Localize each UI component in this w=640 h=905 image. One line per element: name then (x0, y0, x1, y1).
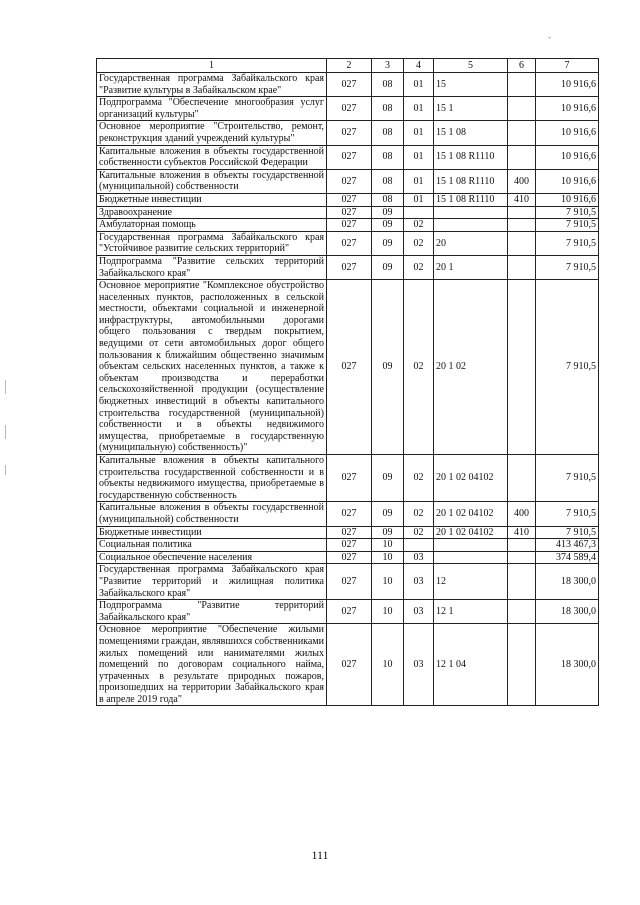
page-number: 111 (311, 848, 329, 862)
row-c3-cell: 09 (372, 219, 404, 232)
row-c7-cell: 10 916,6 (536, 73, 599, 97)
row-c2-cell: 027 (327, 551, 372, 564)
row-name-cell: Здравоохранение (97, 206, 327, 219)
row-c4-cell: 03 (404, 564, 434, 600)
row-c7-cell: 7 910,5 (536, 231, 599, 255)
row-c6-cell (508, 121, 536, 145)
row-c7-cell: 7 910,5 (536, 280, 599, 455)
row-c4-cell: 02 (404, 219, 434, 232)
table-header-row (97, 59, 599, 73)
row-c4-cell: 01 (404, 97, 434, 121)
row-c6-cell: 400 (508, 502, 536, 526)
row-c5-cell: 20 (434, 231, 508, 255)
table-row (97, 206, 599, 219)
row-c2-cell: 027 (327, 280, 372, 455)
table-row (97, 97, 599, 121)
row-c5-cell: 12 1 04 (434, 624, 508, 706)
table-row (97, 280, 599, 455)
table-row (97, 219, 599, 232)
table-row (97, 193, 599, 206)
row-c3-cell: 10 (372, 564, 404, 600)
row-c6-cell (508, 97, 536, 121)
row-c3-cell: 09 (372, 255, 404, 279)
row-c7-cell: 7 910,5 (536, 526, 599, 539)
row-c4-cell: 03 (404, 624, 434, 706)
table-row (97, 145, 599, 169)
row-name-cell: Капитальные вложения в объекты государственной (муниципальной) собственности (97, 502, 327, 526)
row-c4-cell: 01 (404, 145, 434, 169)
row-c2-cell: 027 (327, 206, 372, 219)
header-col-3: 3 (372, 59, 404, 73)
row-c2-cell: 027 (327, 97, 372, 121)
row-c2-cell: 027 (327, 624, 372, 706)
row-name-cell: Основное мероприятие "Строительство, ремонт, реконструкция зданий учреждений культуры" (97, 121, 327, 145)
row-c5-cell (434, 206, 508, 219)
header-col-5: 5 (434, 59, 508, 73)
table-row (97, 551, 599, 564)
row-c7-cell: 10 916,6 (536, 193, 599, 206)
table-row (97, 539, 599, 552)
table-row (97, 255, 599, 279)
margin-mark (5, 465, 6, 475)
row-c6-cell (508, 206, 536, 219)
header-col-6: 6 (508, 59, 536, 73)
row-name-cell: Подпрограмма "Обеспечение многообразия услуг организаций культуры" (97, 97, 327, 121)
row-c4-cell: 01 (404, 121, 434, 145)
scan-speck: - (548, 32, 551, 42)
row-c7-cell: 10 916,6 (536, 169, 599, 193)
row-c2-cell: 027 (327, 193, 372, 206)
row-c2-cell: 027 (327, 455, 372, 502)
row-c5-cell (434, 539, 508, 552)
row-name-cell: Капитальные вложения в объекты государственной (муниципальной) собственности (97, 169, 327, 193)
row-c5-cell: 15 1 08 R1110 (434, 169, 508, 193)
row-c7-cell: 18 300,0 (536, 624, 599, 706)
row-c3-cell: 10 (372, 539, 404, 552)
row-c2-cell: 027 (327, 169, 372, 193)
row-c2-cell: 027 (327, 526, 372, 539)
row-c3-cell: 10 (372, 600, 404, 624)
row-c5-cell (434, 551, 508, 564)
table-row (97, 169, 599, 193)
row-c3-cell: 09 (372, 455, 404, 502)
row-c2-cell: 027 (327, 539, 372, 552)
row-name-cell: Социальная политика (97, 539, 327, 552)
row-c4-cell: 02 (404, 526, 434, 539)
row-c7-cell: 7 910,5 (536, 219, 599, 232)
table-row (97, 624, 599, 706)
row-c3-cell: 08 (372, 145, 404, 169)
row-c6-cell (508, 280, 536, 455)
row-c3-cell: 08 (372, 169, 404, 193)
row-c7-cell: 374 589,4 (536, 551, 599, 564)
row-c6-cell (508, 255, 536, 279)
margin-mark (5, 380, 6, 394)
row-c3-cell: 10 (372, 551, 404, 564)
row-c6-cell (508, 455, 536, 502)
table-row (97, 502, 599, 526)
row-name-cell: Государственная программа Забайкальского края "Развитие территорий и жилищная политика Забайкальского края" (97, 564, 327, 600)
row-c6-cell (508, 551, 536, 564)
row-c3-cell: 10 (372, 624, 404, 706)
row-c6-cell (508, 539, 536, 552)
row-c3-cell: 09 (372, 280, 404, 455)
row-c6-cell (508, 219, 536, 232)
header-col-4: 4 (404, 59, 434, 73)
row-c3-cell: 09 (372, 502, 404, 526)
row-name-cell: Социальное обеспечение населения (97, 551, 327, 564)
row-c5-cell: 12 1 (434, 600, 508, 624)
header-col-2: 2 (327, 59, 372, 73)
row-c4-cell: 02 (404, 255, 434, 279)
row-c2-cell: 027 (327, 564, 372, 600)
row-c5-cell: 15 1 08 (434, 121, 508, 145)
row-c6-cell (508, 145, 536, 169)
row-c4-cell: 01 (404, 169, 434, 193)
row-c7-cell: 413 467,3 (536, 539, 599, 552)
row-c5-cell: 20 1 02 (434, 280, 508, 455)
row-name-cell: Основное мероприятие "Комплексное обустройство населенных пунктов, расположенных в сельской местности, объектами социальной и инженерной инфраструктуры, автомобильными дорогами общего пользования с твердым покрытием, ведущими от сети автомобильных дорог общего пользования к ближайшим общественно значимым объектам сельских населенных пунктов, а также к объектам производства и переработки сельскохозяйственной продукции (осуществление бюджетных инвестиций в объекты капитального строительства государственной (муниципальной) собственности и в объекты недвижимого имущества, приобретаемые в государственную (муниципальную) собственность)" (97, 280, 327, 455)
row-c2-cell: 027 (327, 73, 372, 97)
row-c3-cell: 08 (372, 121, 404, 145)
row-c6-cell (508, 564, 536, 600)
row-c3-cell: 08 (372, 97, 404, 121)
row-c2-cell: 027 (327, 231, 372, 255)
row-c7-cell: 18 300,0 (536, 600, 599, 624)
row-c5-cell (434, 219, 508, 232)
row-c7-cell: 7 910,5 (536, 255, 599, 279)
row-name-cell: Бюджетные инвестиции (97, 193, 327, 206)
row-name-cell: Основное мероприятие "Обеспечение жилыми помещениями граждан, являвшихся собственниками жилых помещений или нанимателями жилых помещений по договорам социального найма, утраченных в результате природных пожаров, произошедших на территории Забайкальского края в апреле 2019 года" (97, 624, 327, 706)
row-c4-cell: 02 (404, 280, 434, 455)
row-c4-cell: 03 (404, 600, 434, 624)
row-c2-cell: 027 (327, 121, 372, 145)
row-name-cell: Государственная программа Забайкальского края "Развитие культуры в Забайкальском крае" (97, 73, 327, 97)
row-c4-cell: 02 (404, 231, 434, 255)
header-col-1: 1 (97, 59, 327, 73)
row-c6-cell: 410 (508, 193, 536, 206)
row-c7-cell: 7 910,5 (536, 206, 599, 219)
row-c7-cell: 7 910,5 (536, 502, 599, 526)
row-name-cell: Государственная программа Забайкальского края "Устойчивое развитие сельских территорий" (97, 231, 327, 255)
table-row (97, 526, 599, 539)
row-name-cell: Бюджетные инвестиции (97, 526, 327, 539)
row-c3-cell: 08 (372, 193, 404, 206)
row-c6-cell (508, 73, 536, 97)
row-name-cell: Подпрограмма "Развитие сельских территорий Забайкальского края" (97, 255, 327, 279)
row-c4-cell: 02 (404, 502, 434, 526)
row-c7-cell: 10 916,6 (536, 121, 599, 145)
row-c5-cell: 15 1 (434, 97, 508, 121)
row-c3-cell: 08 (372, 73, 404, 97)
table-row (97, 121, 599, 145)
row-c5-cell: 20 1 02 04102 (434, 526, 508, 539)
table-row (97, 231, 599, 255)
row-c6-cell (508, 600, 536, 624)
row-c7-cell: 10 916,6 (536, 145, 599, 169)
row-c2-cell: 027 (327, 502, 372, 526)
budget-table (96, 58, 599, 706)
row-c7-cell: 7 910,5 (536, 455, 599, 502)
row-c4-cell: 01 (404, 73, 434, 97)
row-name-cell: Подпрограмма "Развитие территорий Забайкальского края" (97, 600, 327, 624)
row-c4-cell (404, 539, 434, 552)
row-c7-cell: 10 916,6 (536, 97, 599, 121)
table-row (97, 564, 599, 600)
row-c2-cell: 027 (327, 255, 372, 279)
row-c6-cell: 410 (508, 526, 536, 539)
row-c5-cell: 20 1 02 04102 (434, 502, 508, 526)
table-row (97, 73, 599, 97)
row-c2-cell: 027 (327, 600, 372, 624)
row-c3-cell: 09 (372, 206, 404, 219)
row-c3-cell: 09 (372, 526, 404, 539)
row-c5-cell: 12 (434, 564, 508, 600)
row-c5-cell: 15 (434, 73, 508, 97)
row-c3-cell: 09 (372, 231, 404, 255)
row-c5-cell: 15 1 08 R1110 (434, 145, 508, 169)
row-name-cell: Амбулаторная помощь (97, 219, 327, 232)
table-row (97, 600, 599, 624)
row-c4-cell (404, 206, 434, 219)
header-col-7: 7 (536, 59, 599, 73)
margin-mark (5, 425, 6, 439)
row-c2-cell: 027 (327, 145, 372, 169)
table-row (97, 455, 599, 502)
row-c6-cell (508, 231, 536, 255)
row-name-cell: Капитальные вложения в объекты государственной собственности субъектов Российской Федерации (97, 145, 327, 169)
row-c6-cell: 400 (508, 169, 536, 193)
row-c5-cell: 15 1 08 R1110 (434, 193, 508, 206)
row-c5-cell: 20 1 (434, 255, 508, 279)
row-c4-cell: 02 (404, 455, 434, 502)
row-c5-cell: 20 1 02 04102 (434, 455, 508, 502)
row-c7-cell: 18 300,0 (536, 564, 599, 600)
row-c4-cell: 01 (404, 193, 434, 206)
row-c4-cell: 03 (404, 551, 434, 564)
row-c6-cell (508, 624, 536, 706)
row-name-cell: Капитальные вложения в объекты капитального строительства государственной собственности и в объекты недвижимого имущества, приобретаемые в государственную собственность (97, 455, 327, 502)
row-c2-cell: 027 (327, 219, 372, 232)
